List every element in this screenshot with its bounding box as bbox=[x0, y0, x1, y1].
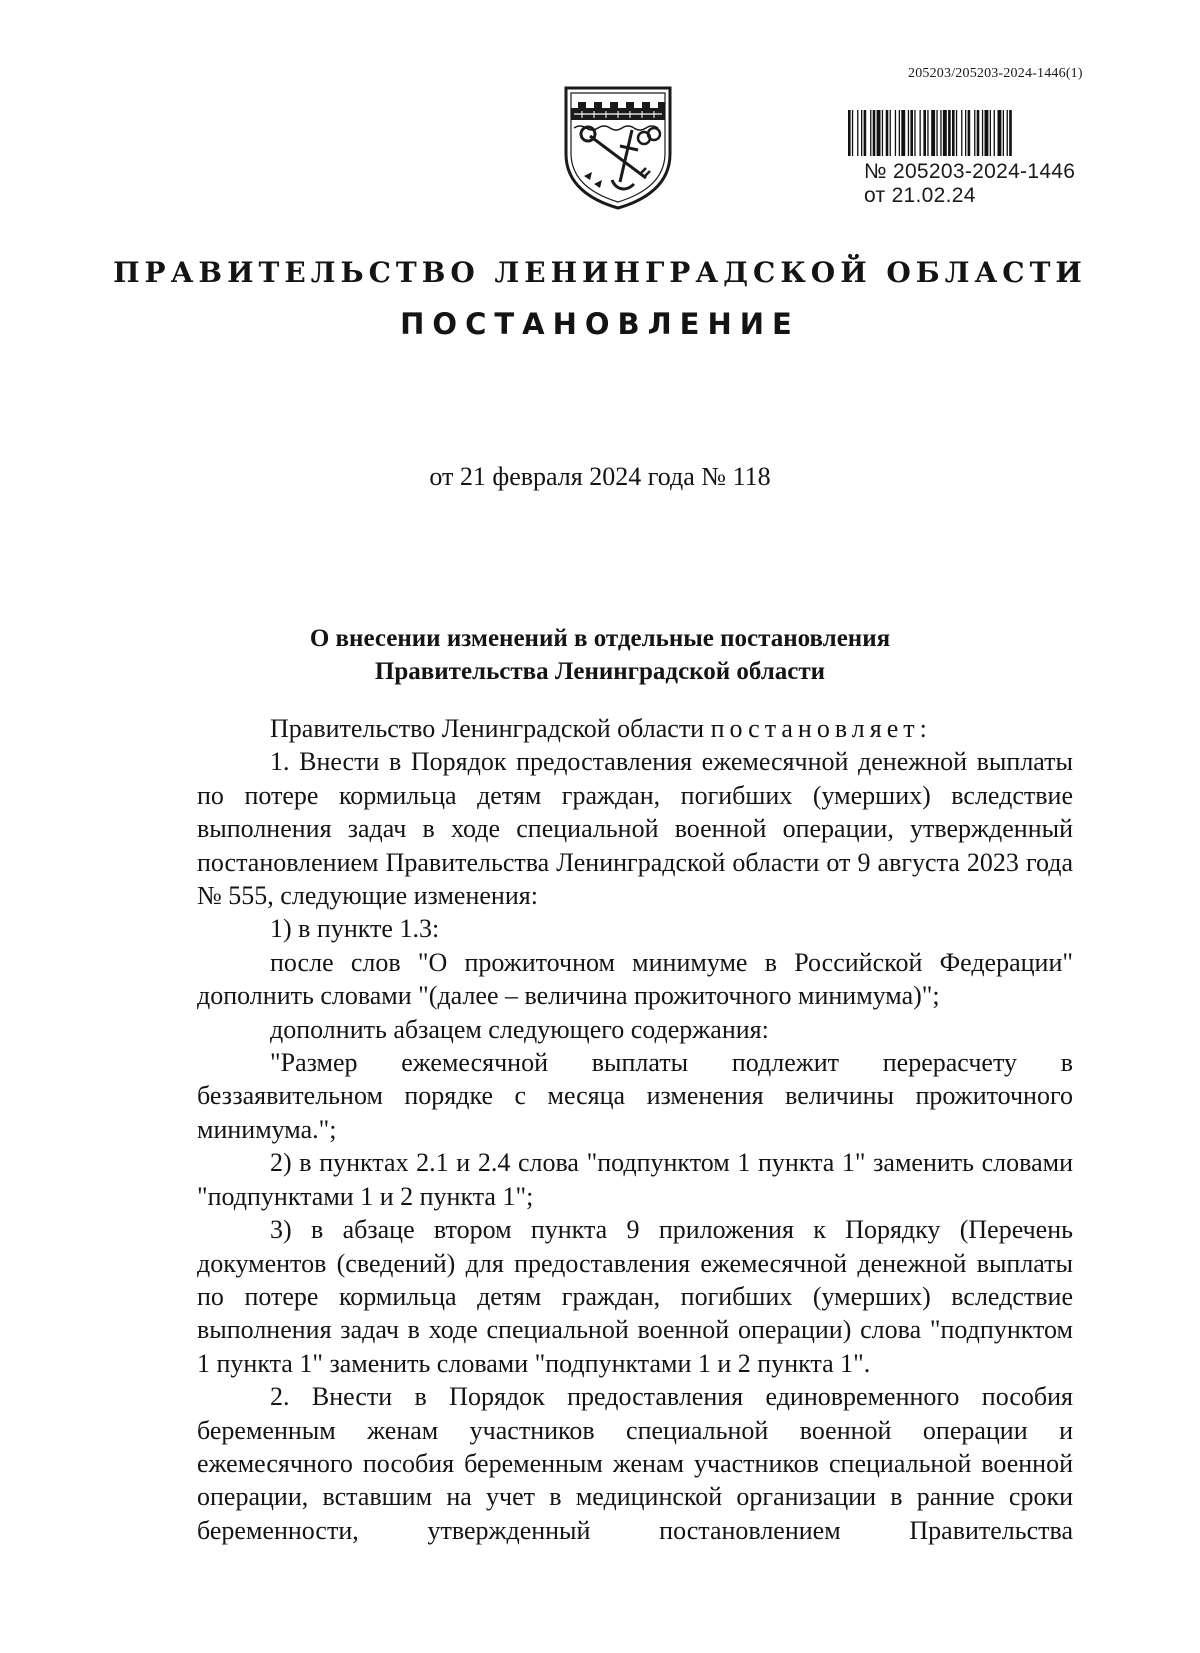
document-type: ПОСТАНОВЛЕНИЕ bbox=[400, 307, 800, 341]
paragraph-item-1-3: 3) в абзаце втором пункта 9 приложения к Порядку (Перечень документов (сведений) для предоставления ежемесячной денежной выплаты по потере кормильца детям граждан, погибших (умерших) вследствие выполнения задач в ходе специальной военной операции) слова "подпунктом 1 пункта 1" заменить словами "подпунктами 1 и 2 пункта 1". bbox=[197, 1215, 1073, 1378]
preamble-verb: постановляет: bbox=[710, 714, 932, 743]
leningrad-oblast-coat-of-arms-icon bbox=[560, 84, 676, 212]
paragraph-item-1-1: 1) в пункте 1.3: bbox=[270, 914, 440, 944]
registration-number: № 205203-2024-1446 bbox=[864, 160, 1076, 183]
document-date-number: от 21 февраля 2024 года № 118 bbox=[429, 462, 771, 491]
document-body bbox=[197, 712, 1073, 1547]
preamble bbox=[197, 712, 1073, 745]
government-title: ПРАВИТЕЛЬСТВО ЛЕНИНГРАДСКОЙ ОБЛАСТИ bbox=[113, 256, 1087, 289]
paragraph-item-2: 2. Внести в Порядок предоставления единовременного пособия беременным женам участников специальной военной операции и ежемесячного пособия беременным женам участников специальной военной операции, вставшим на учет в медицинской организации в ранние сроки беременности, утвержденный постановлением Правительства bbox=[197, 1382, 1073, 1545]
paragraph-item-1-1-c: "Размер ежемесячной выплаты подлежит перерасчету в беззаявительном порядке с месяца изменения величины прожиточного минимума."; bbox=[197, 1048, 1073, 1144]
barcode-icon bbox=[846, 110, 1098, 156]
document-subject bbox=[0, 622, 1200, 688]
paragraph-item-1: 1. Внести в Порядок предоставления ежемесячной денежной выплаты по потере кормильца детям граждан, погибших (умерших) вследствие выполнения задач в ходе специальной военной операции, утвержденный постановлением Правительства Ленинградской области от 9 августа 2023 года № 555, следующие изменения: bbox=[197, 747, 1073, 911]
paragraph-item-1-1-a: после слов "О прожиточном минимуме в Российской Федерации" дополнить словами "(далее – величина прожиточного минимума)"; bbox=[197, 947, 1073, 1011]
preamble-lead: Правительство Ленинградской области bbox=[270, 714, 711, 743]
registration-code: 205203/205203-2024-1446(1) bbox=[908, 66, 1083, 81]
paragraph-item-1-2: 2) в пунктах 2.1 и 2.4 слова "подпунктом 1 пункта 1" заменить словами "подпунктами 1 и 2 пункта 1"; bbox=[197, 1148, 1073, 1211]
paragraph-item-1-1-b: дополнить абзацем следующего содержания: bbox=[270, 1014, 769, 1044]
subject-line-1: О внесении изменений в отдельные постановления bbox=[309, 625, 891, 652]
registration-date: от 21.02.24 bbox=[864, 184, 976, 207]
subject-line-2: Правительства Ленинградской области bbox=[374, 658, 826, 685]
